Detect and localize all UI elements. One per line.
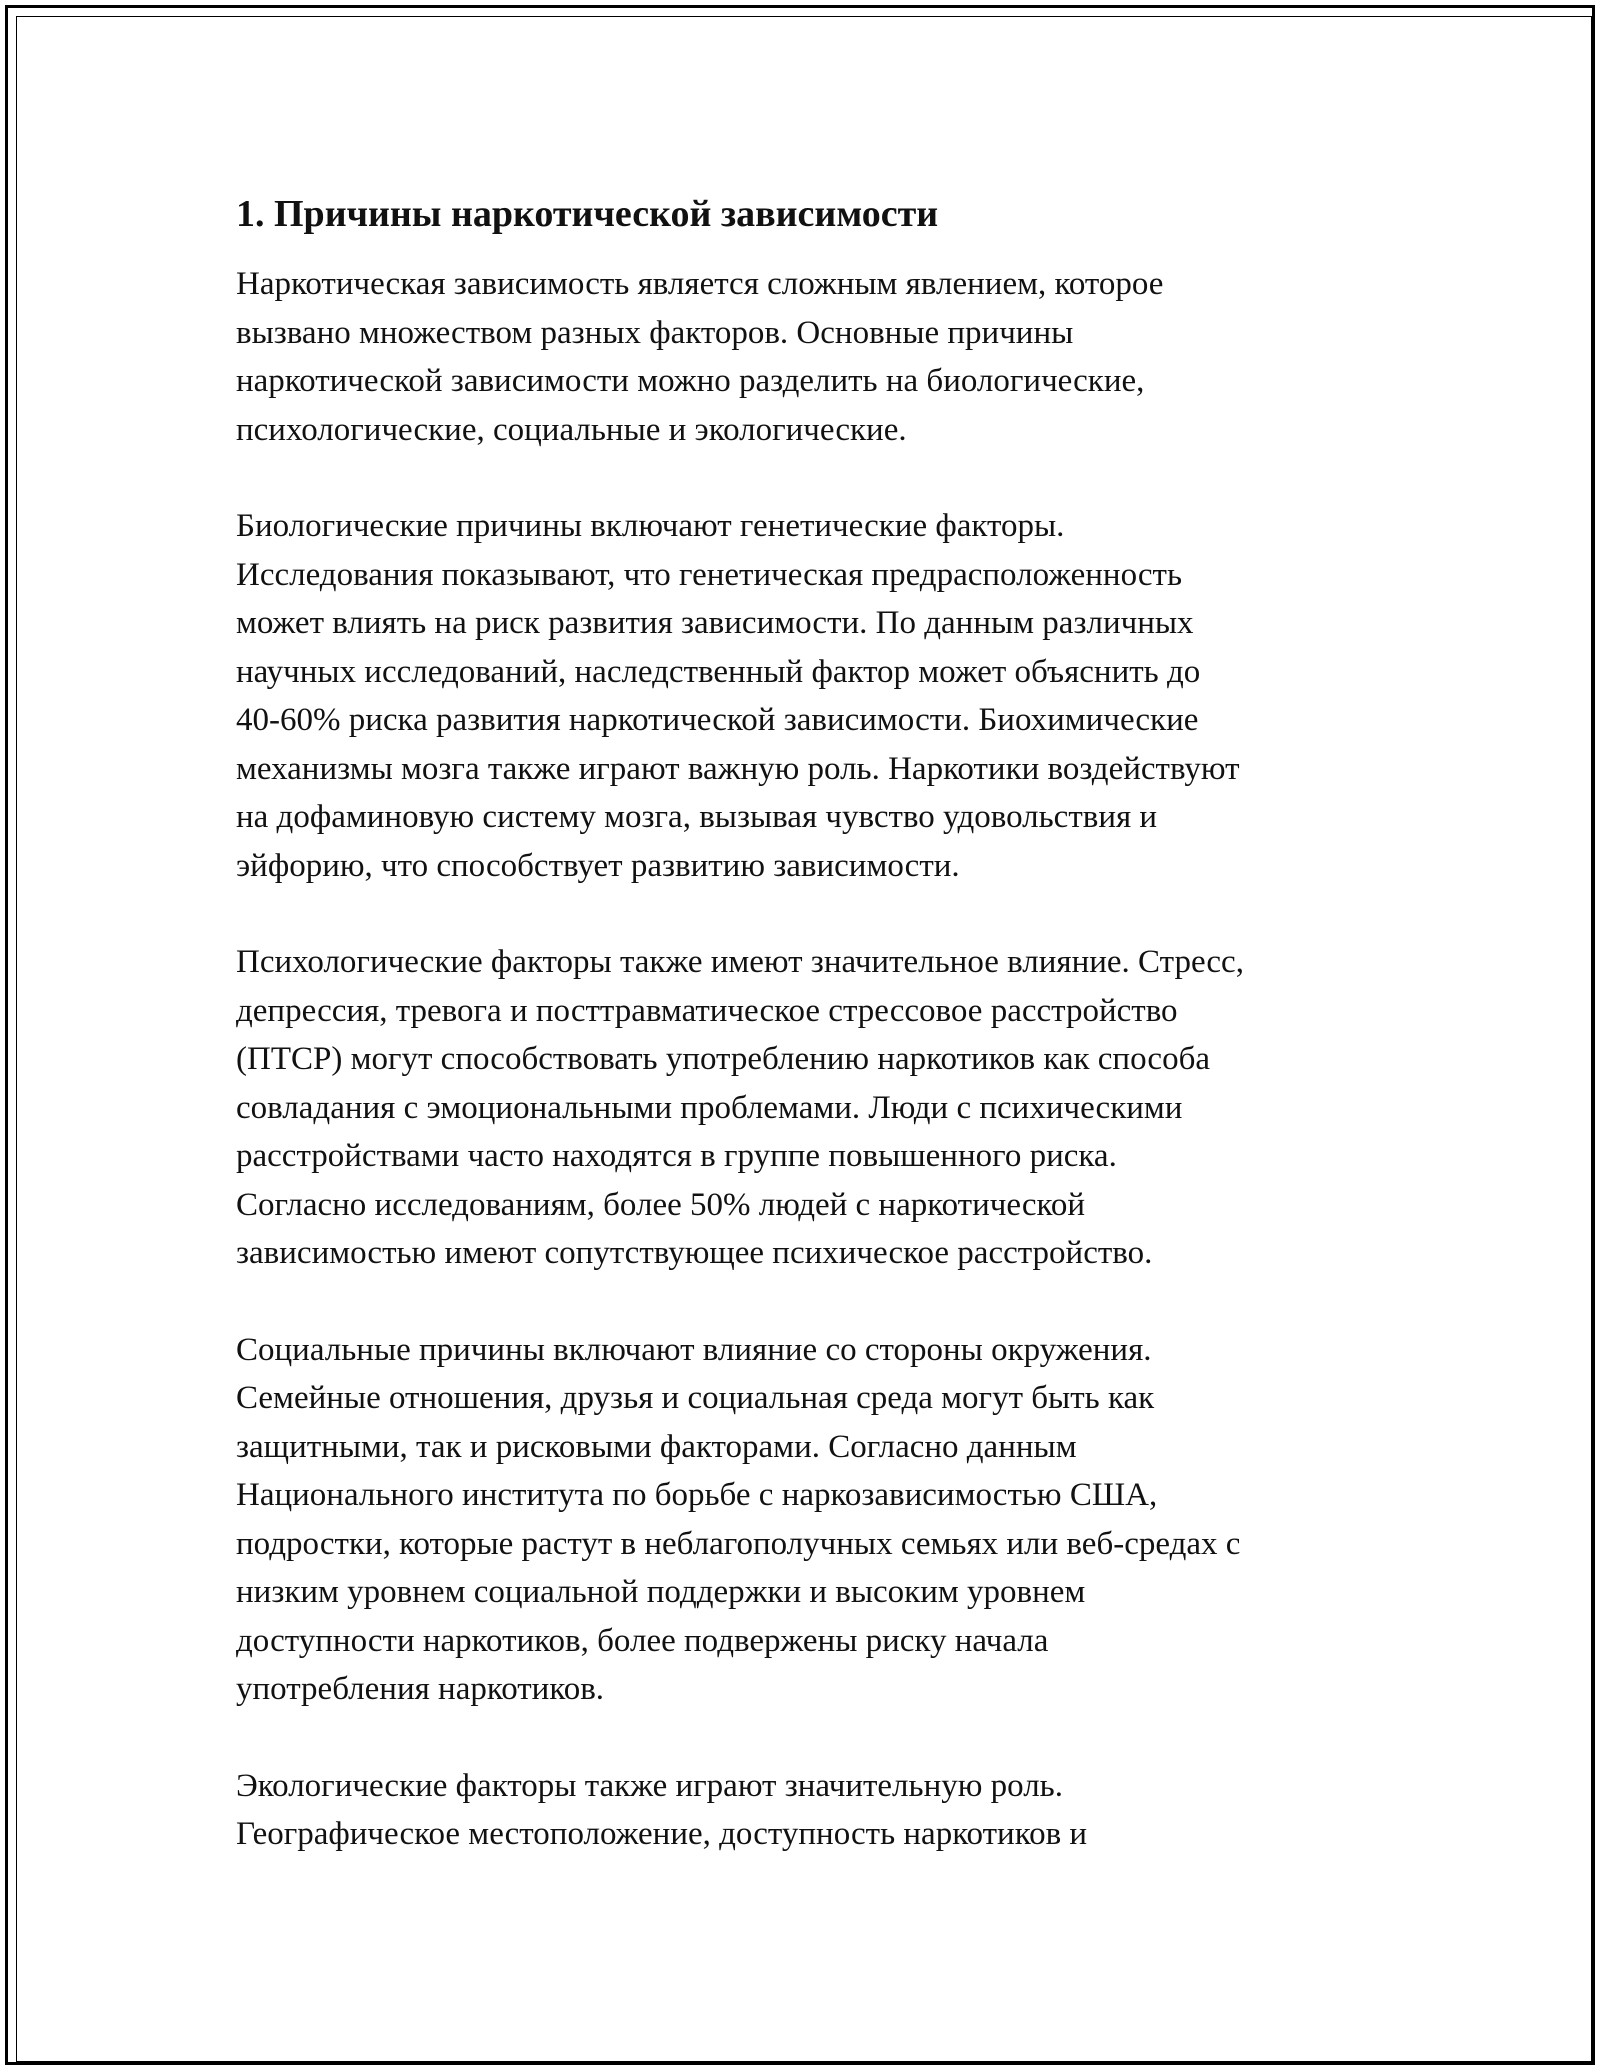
text-line: может влиять на риск развития зависимости. По данным различных: [236, 605, 1194, 641]
text-line: защитными, так и рисковыми факторами. Согласно данным: [236, 1428, 1077, 1465]
section-heading: 1. Причины наркотической зависимости: [236, 193, 939, 235]
document-body: [236, 188, 1366, 1907]
text-line: зависимостью имеют сопутствующее психическое расстройство.: [236, 1235, 1153, 1271]
text-line: Психологические факторы также имеют значительное влияние. Стресс,: [236, 944, 1244, 980]
text-line: Экологические факторы также играют значительную роль.: [236, 1767, 1063, 1804]
text-line: механизмы мозга также играют важную роль. Наркотики воздействуют: [236, 750, 1240, 787]
text-line: (ПТСР) могут способствовать употреблению наркотиков как способа: [236, 1041, 1210, 1077]
text-line: Семейные отношения, друзья и социальная среда могут быть как: [236, 1380, 1155, 1416]
text-line: Наркотическая зависимость является сложным явлением, которое: [236, 266, 1164, 302]
text-line: Национального института по борьбе с наркозависимостью США,: [236, 1477, 1158, 1513]
text-line: Исследования показывают, что генетическая предрасположенность: [236, 556, 1183, 593]
text-line: Социальные причины включают влияние со стороны окружения.: [236, 1331, 1152, 1368]
text-line: низким уровнем социальной поддержки и высоким уровнем: [236, 1574, 1086, 1610]
text-line: Биологические причины включают генетические факторы.: [236, 508, 1065, 544]
text-line: эйфорию, что способствует развитию зависимости.: [236, 847, 960, 884]
text-line: совладания с эмоциональными проблемами. Люди с психическими: [236, 1089, 1183, 1126]
text-line: наркотической зависимости можно разделить на биологические,: [236, 363, 1145, 399]
text-line: психологические, социальные и экологические.: [236, 411, 907, 448]
text-line: Географическое местоположение, доступность наркотиков и: [236, 1816, 1088, 1852]
text-line: на дофаминовую систему мозга, вызывая чувство удовольствия и: [236, 799, 1158, 835]
text-line: депрессия, тревога и посттравматическое стрессовое расстройство: [236, 992, 1178, 1029]
paragraph-biological: [236, 502, 1366, 890]
text-line: вызвано множеством разных факторов. Основные причины: [236, 314, 1074, 351]
paragraph-ecological: [236, 1762, 1366, 1859]
text-line: доступности наркотиков, более подвержены риску начала: [236, 1622, 1049, 1659]
paragraph-social: [236, 1326, 1366, 1714]
text-line: научных исследований, наследственный фактор может объяснить до: [236, 653, 1201, 690]
text-line: подростки, которые растут в неблагополучных семьях или веб-средах с: [236, 1525, 1241, 1562]
paragraph-intro: [236, 260, 1366, 454]
text-line: расстройствами часто находятся в группе повышенного риска.: [236, 1138, 1117, 1174]
text-line: Согласно исследованиям, более 50% людей с наркотической: [236, 1186, 1085, 1223]
text-line: 40-60% риска развития наркотической зависимости. Биохимические: [236, 702, 1199, 738]
text-line: употребления наркотиков.: [236, 1671, 605, 1707]
paragraph-psychological: [236, 938, 1366, 1278]
